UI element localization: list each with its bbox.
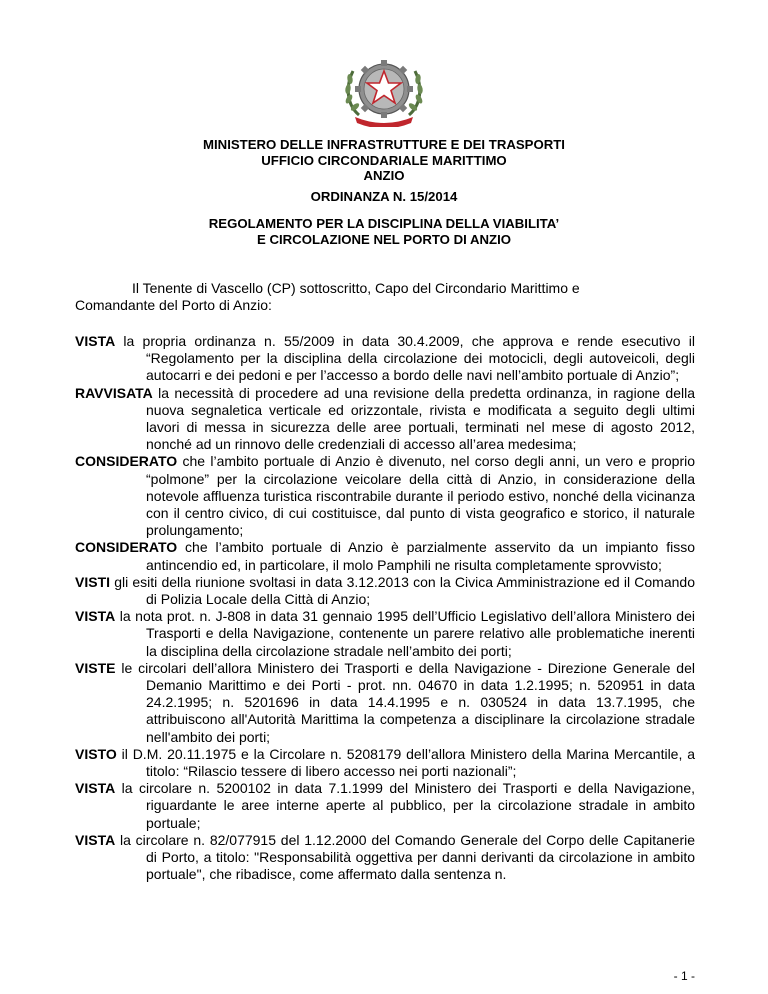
clause-5 [75, 574, 695, 608]
clause-keyword: VISTO [75, 745, 117, 762]
clause-text: la propria ordinanza n. 55/2009 in data 30.4.2009, che approva e rende esecutivo il “Regolamento per la disciplina della circolazione dei motocicli, degli autoveicoli, degli autocarri e dei pedoni e per l’accesso a bordo delle navi nell’ambito portuale di Anzio”; [115, 333, 695, 384]
intro-paragraph [75, 280, 695, 314]
clause-10 [75, 832, 695, 884]
title-line-1: REGOLAMENTO PER LA DISCIPLINA DELLA VIABILITA’ [208, 216, 560, 231]
ministry-header [0, 137, 768, 184]
clause-keyword: VISTA [75, 780, 116, 797]
clause-2 [75, 385, 695, 454]
clause-3 [75, 453, 695, 539]
clause-keyword: VISTA [75, 608, 116, 625]
clause-7 [75, 660, 695, 746]
title-line-2: E CIRCOLAZIONE NEL PORTO DI ANZIO [257, 231, 511, 247]
clause-text: gli esiti della riunione svoltasi in data 3.12.2013 con la Civica Amministrazione ed il Comando di Polizia Locale della Città di Anzio; [110, 573, 695, 608]
clause-keyword: VISTI [75, 573, 111, 590]
clause-1 [75, 333, 695, 385]
regulation-title [0, 216, 768, 247]
clause-text: la nota prot. n. J-808 in data 31 gennaio 1995 dell’Ufficio Legislativo dell’allora Ministero dei Trasporti e della Navigazione, contenente un parere relativo alle problematiche inerenti la disciplina della circolazione stradale nell’ambito dei porti; [115, 608, 695, 659]
clause-text: la circolare n. 5200102 in data 7.1.1999 del Ministero dei Trasporti e della Navigazione, riguardante le aree interne aperte al pubblico, per la circolazione stradale in ambito portuale; [115, 780, 695, 831]
clause-keyword: CONSIDERATO [75, 453, 178, 470]
city-name: ANZIO [363, 168, 405, 183]
clause-keyword: CONSIDERATO [75, 539, 178, 556]
italian-republic-emblem-icon [337, 55, 431, 127]
office-name: UFFICIO CIRCONDARIALE MARITTIMO [261, 152, 507, 168]
clause-text: che l’ambito portuale di Anzio è parzialmente asservito da un impianto fisso antincendio ed, in particolare, il molo Pamphili ne risulta completamente sprovvisto; [146, 539, 695, 573]
clause-text: che l’ambito portuale di Anzio è divenuto, nel corso degli anni, un vero e proprio “polmone” per la circolazione veicolare della città di Anzio, in considerazione della notevole affluenza turistica riscontrabile durante il periodo estivo, nonché della vicinanza con il centro civico, di cui costituisce, dal punto di vista geografico e storico, il naturale prolungamento; [146, 453, 695, 539]
clause-keyword: VISTA [75, 831, 116, 848]
clause-text: il D.M. 20.11.1975 e la Circolare n. 5208179 dell’allora Ministero della Marina Mercantile, a titolo: “Rilascio tessere di libero accesso nei porti nazionali”; [116, 745, 695, 780]
clause-text: le circolari dell’allora Ministero dei Trasporti e della Navigazione - Direzione Generale del Demanio Marittimo e dei Porti - prot. nn. 04670 in data 1.2.1995; n. 520951 in data 24.2.1995; n. 5201696 in data 14.4.1995 e n. 030524 in data 13.7.1995, che attribuiscono all'Autorità Marittima la competenza a disciplinare la circolazione stradale nell'ambito dei porti; [115, 659, 695, 745]
clause-keyword: RAVVISATA [75, 384, 153, 401]
page-number: - 1 - [673, 969, 695, 983]
clause-text: la necessità di procedere ad una revisione della predetta ordinanza, in ragione della nuova segnaletica verticale ed orizzontale, rivista e modificata a seguito degli ultimi lavori di messa in sicurezza delle aree portuali, terminati nel mese di agosto 2012, nonché ad un rinnovo delle credenziali di accesso all’area medesima; [146, 384, 695, 453]
ordinance-number: ORDINANZA N. 15/2014 [310, 189, 458, 204]
clause-4 [75, 539, 695, 573]
ministry-name: MINISTERO DELLE INFRASTRUTTURE E DEI TRASPORTI [203, 137, 565, 152]
clause-keyword: VISTA [75, 333, 116, 349]
preamble-clauses [75, 333, 695, 884]
intro-line-2: Comandante del Porto di Anzio: [75, 297, 272, 314]
clause-keyword: VISTE [75, 659, 116, 676]
clause-9 [75, 780, 695, 832]
intro-line-1: Il Tenente di Vascello (CP) sottoscritto, Capo del Circondario Marittimo e [132, 280, 580, 296]
clause-8 [75, 746, 695, 780]
clause-text: la circolare n. 82/077915 del 1.12.2000 del Comando Generale del Corpo delle Capitanerie di Porto, a titolo: "Responsabilità oggettiva per danni derivanti da circolazione in ambito portuale", che ribadisce, come affermato dalla sentenza n. [115, 831, 695, 883]
clause-6 [75, 608, 695, 660]
